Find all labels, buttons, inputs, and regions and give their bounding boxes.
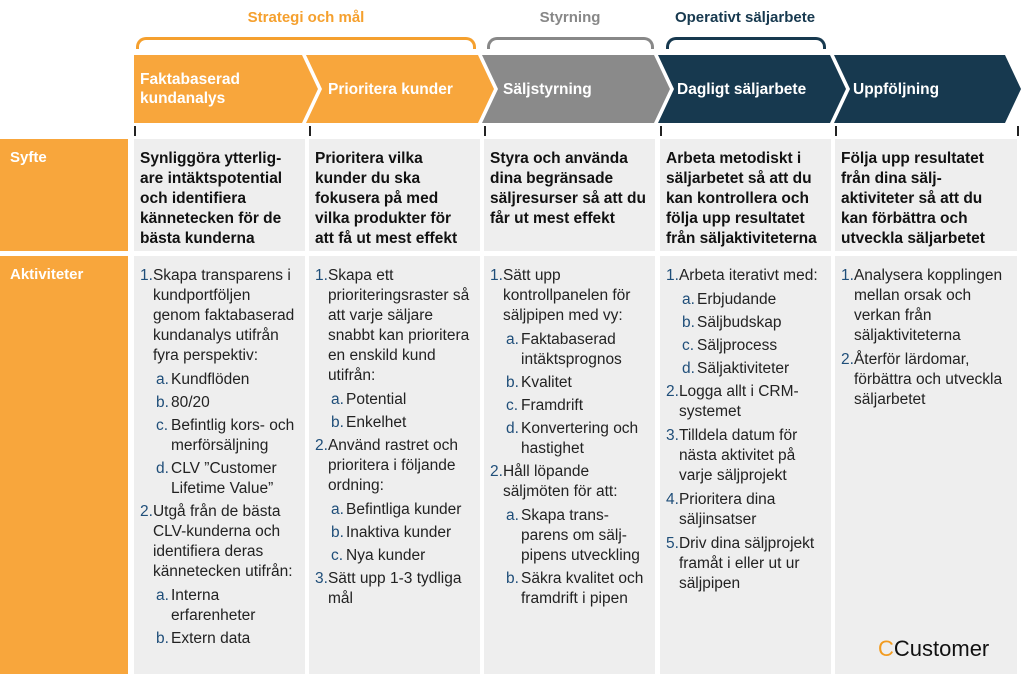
purpose-text: Styra och använda dina begränsade säljresurser så att du får ut mest effekt [490,150,646,227]
item-number: 3. [666,427,679,444]
item-number: 2. [666,383,679,400]
subitem-text: CLV ”Customer Lifetime Value” [171,460,277,497]
row-label-syfte: Syfte [0,139,128,251]
activity-subitem [331,523,476,543]
activity-subitem [331,546,476,566]
subitem-letter: a. [506,331,519,348]
purpose-text: Synliggöra ytterlig-are intäktspotential och identifiera kännetecken för de bästa kunderna [140,150,283,247]
subitem-text: Faktabaserad intäktsprognos [521,331,622,368]
subitem-letter: d. [682,360,695,377]
subitem-letter: b. [331,414,344,431]
subitem-letter: d. [156,460,169,477]
activity-item [666,266,827,286]
activity-subitem [682,336,827,356]
item-number: 2. [315,437,328,454]
activity-subitem [331,500,476,520]
subitem-text: Potential [346,391,407,408]
activity-subitem [156,416,301,456]
activity-subitem [506,373,651,393]
purpose-text: Följa upp resultatet från dina sälj-aktiviteter så att du kan förbättra och utveckla säljarbetet [841,150,985,247]
purpose-cell-1 [134,139,305,251]
purpose-text: Arbeta metodiskt i säljarbetet så att du kan kontrollera och följa upp resultatet från säljaktiviteterna [666,150,817,247]
subitem-text: Säljbudskap [697,314,782,331]
item-number: 3. [315,570,328,587]
activity-item [315,436,476,496]
item-number: 4. [666,491,679,508]
item-text: Logga allt i CRM-systemet [678,383,799,420]
subitem-letter: c. [682,337,695,354]
activity-subitem [506,569,651,609]
activity-item [315,266,476,386]
activities-cell-5 [835,256,1017,674]
activity-subitem [682,290,827,310]
subitem-text: Extern data [171,630,251,647]
step-label-4: Dagligt säljarbete [677,80,807,98]
activity-subitem [331,390,476,410]
activity-subitem [331,413,476,433]
ccustomer-logo: CCustomer [878,636,990,661]
item-text: Håll löpande säljmöten för att: [502,463,618,500]
activity-item [140,266,301,366]
step-label-5: Uppföljning [853,80,940,98]
subitem-text: Säljprocess [697,337,778,354]
item-number: 2. [841,351,854,368]
activity-item [666,382,827,422]
item-text: Sätt upp kontrollpanelen för säljpipen med vy: [502,267,631,324]
subitem-letter: d. [506,420,519,437]
subitem-text: Befintlig kors- och merförsäljning [171,417,295,454]
step-label-2: Prioritera kunder [328,80,453,98]
separator-dash [309,126,311,136]
subitem-text: Erbjudande [697,291,777,308]
item-text: Tilldela datum för nästa aktivitet på varje säljprojekt [678,427,798,484]
activity-item [666,534,827,594]
activity-subitem [506,506,651,566]
activity-item [841,266,1013,346]
subitem-text: Befintliga kunder [346,501,462,518]
subitem-letter: a. [682,291,695,308]
subitem-text: Framdrift [521,397,583,414]
purpose-cell-3 [484,139,655,251]
subitem-text: Kvalitet [521,374,572,391]
activity-subitem [506,419,651,459]
subitem-text: Konvertering och hastighet [521,420,639,457]
activity-subitem [506,396,651,416]
purpose-text: Prioritera vilka kunder du ska fokusera på med vilka produkter för att få ut mest effekt [315,150,458,247]
separator-dash [134,126,136,136]
activity-item [841,350,1013,410]
group-label-strategi: Strategi och mål [247,9,365,26]
subitem-letter: a. [331,501,344,518]
subitem-letter: c. [506,397,519,414]
activity-item [140,502,301,582]
item-text: Arbeta iterativt med: [678,267,818,284]
activities-cell-2 [309,256,480,674]
purpose-cell-4 [660,139,831,251]
row-label-aktiviteter: Aktiviteter [0,256,128,674]
separator-dash [484,126,486,136]
separator-dash [835,126,837,136]
item-number: 1. [841,267,854,284]
item-number: 1. [315,267,328,284]
subitem-text: Inaktiva kunder [346,524,452,541]
item-text: Prioritera dina säljinsatser [678,491,776,528]
subitem-letter: c. [156,417,169,434]
subitem-text: Interna erfarenheter [171,587,256,624]
item-text: Sätt upp 1-3 tydliga mål [327,570,462,607]
subitem-text: Säljaktiviteter [697,360,790,377]
activities-cell-1 [134,256,305,674]
subitem-letter: b. [331,524,344,541]
separator-dash [660,126,662,136]
item-text: Återför lärdomar, förbättra och utveckla säljarbetet [853,351,1003,408]
subitem-text: Kundflöden [171,371,250,388]
item-text: Analysera kopplingen mellan orsak och verkan från säljaktiviteterna [853,267,1003,344]
activities-cell-4 [660,256,831,674]
item-number: 5. [666,535,679,552]
activity-subitem [156,629,301,649]
activity-subitem [682,359,827,379]
activity-subitem [156,393,301,413]
purpose-cell-2 [309,139,480,251]
activity-item [490,266,651,326]
item-number: 2. [490,463,503,480]
subitem-letter: a. [331,391,344,408]
subitem-letter: c. [331,547,344,564]
activity-subitem [682,313,827,333]
activities-cell-3 [484,256,655,674]
item-text: Utgå från de bästa CLV-kunderna och identifiera deras kännetecken utifrån: [152,503,293,580]
item-number: 1. [490,267,503,284]
activity-item [315,569,476,609]
group-label-styrning: Styrning [539,9,601,26]
subitem-letter: a. [156,371,169,388]
subitem-letter: b. [156,394,169,411]
subitem-letter: a. [156,587,169,604]
subitem-letter: b. [506,570,519,587]
subitem-letter: b. [682,314,695,331]
step-label-3: Säljstyrning [503,80,592,98]
subitem-text: Säkra kvalitet och framdrift i pipen [521,570,644,607]
item-number: 2. [140,503,153,520]
purpose-cell-5 [835,139,1017,251]
item-number: 1. [140,267,153,284]
step-label-1: Faktabaserad kundanalys [140,71,240,107]
subitem-text: Nya kunder [346,547,426,564]
activity-item [666,490,827,530]
subitem-letter: b. [156,630,169,647]
activity-subitem [506,330,651,370]
subitem-letter: a. [506,507,519,524]
item-text: Använd rastret och prioritera i följande ordning: [327,437,459,494]
activity-subitem [156,370,301,390]
activity-item [490,462,651,502]
subitem-text: Skapa trans-parens om sälj-pipens utveckling [521,507,640,564]
item-text: Driv dina säljprojekt framåt i eller ut ur säljpipen [678,535,815,592]
subitem-text: Enkelhet [346,414,407,431]
item-text: Skapa ett prioriteringsraster så att varje säljare snabbt kan prioritera en enskild kund utifrån: [327,267,470,384]
separator-dash [1017,126,1019,136]
activity-subitem [156,586,301,626]
item-number: 1. [666,267,679,284]
group-label-operativt: Operativt säljarbete [674,9,816,26]
item-text: Skapa transparens i kundportföljen genom faktabaserad kundanalys utifrån fyra perspektiv: [152,267,295,364]
activity-item [666,426,827,486]
subitem-letter: b. [506,374,519,391]
activity-subitem [156,459,301,499]
subitem-text: 80/20 [171,394,210,411]
